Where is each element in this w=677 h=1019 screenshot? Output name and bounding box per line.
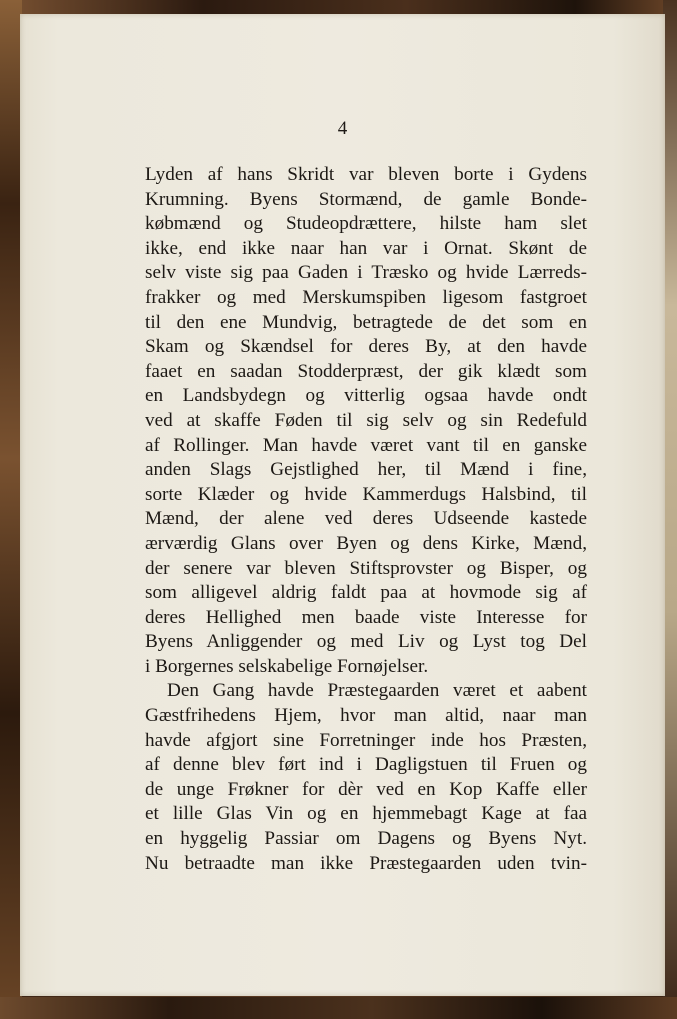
text-line: Krumning. Byens Stormænd, de gamle Bonde- <box>145 188 587 210</box>
text-line: købmænd og Studeopdrættere, hilste ham slet <box>145 213 587 235</box>
text-line: Skam og Skændsel for deres By, at den havde <box>145 336 587 358</box>
text-line: til den ene Mundvig, betragtede de det som en <box>145 311 587 333</box>
text-line: havde afgjort sine Forretninger inde hos Præsten, <box>145 729 587 751</box>
book-cover-bottom-edge <box>0 997 677 1019</box>
body-text <box>145 163 587 876</box>
text-line: deres Hellighed men baade viste Interesse for <box>145 606 587 628</box>
book-cover-left-edge <box>0 0 22 1019</box>
text-line: der senere var bleven Stiftsprovster og Bisper, og <box>145 557 587 579</box>
text-line: af denne blev ført ind i Dagligstuen til Fruen og <box>145 754 587 776</box>
text-line: anden Slags Gejstlighed her, til Mænd i fine, <box>145 459 587 481</box>
text-line: de unge Frøkner for dèr ved en Kop Kaffe eller <box>145 778 587 800</box>
text-line: faaet en saadan Stodderpræst, der gik klædt som <box>145 360 587 382</box>
text-line: Nu betraadte man ikke Præstegaarden uden tvin- <box>145 852 587 874</box>
text-line: en hyggelig Passiar om Dagens og Byens Nyt. <box>145 828 587 850</box>
text-line: Gæstfrihedens Hjem, hvor man altid, naar man <box>145 705 587 727</box>
text-line: Lyden af hans Skridt var bleven borte i Gydens <box>145 164 587 185</box>
paper-page <box>20 14 665 996</box>
text-line: sorte Klæder og hvide Kammerdugs Halsbind, til <box>145 483 587 505</box>
text-line: Mænd, der alene ved deres Udseende kastede <box>145 508 587 530</box>
text-line: selv viste sig paa Gaden i Træsko og hvide Lærreds- <box>145 262 587 284</box>
paragraph-start-line: Den Gang havde Præstegaarden været et aabent <box>167 680 587 702</box>
text-line: ved at skaffe Føden til sig selv og sin Redefuld <box>145 409 587 431</box>
text-line: af Rollinger. Man havde været vant til en ganske <box>145 434 587 456</box>
text-line: Byens Anliggender og med Liv og Lyst tog Del <box>145 631 587 653</box>
paragraph-end-line: i Borgernes selskabelige Fornøjelser. <box>145 655 429 677</box>
text-line: ærværdig Glans over Byen og dens Kirke, Mænd, <box>145 532 587 554</box>
text-line: ikke, end ikke naar han var i Ornat. Skønt de <box>145 237 587 259</box>
text-line: en Landsbydegn og vitterlig ogsaa havde ondt <box>145 385 587 407</box>
page-number: 4 <box>337 118 348 139</box>
text-line: frakker og med Merskumspiben ligesom fastgroet <box>145 286 587 308</box>
text-line: som alligevel aldrig faldt paa at hovmode sig af <box>145 582 587 604</box>
book-cover-right-edge <box>663 0 677 1019</box>
text-line: et lille Glas Vin og en hjemmebagt Kage at faa <box>145 803 587 825</box>
